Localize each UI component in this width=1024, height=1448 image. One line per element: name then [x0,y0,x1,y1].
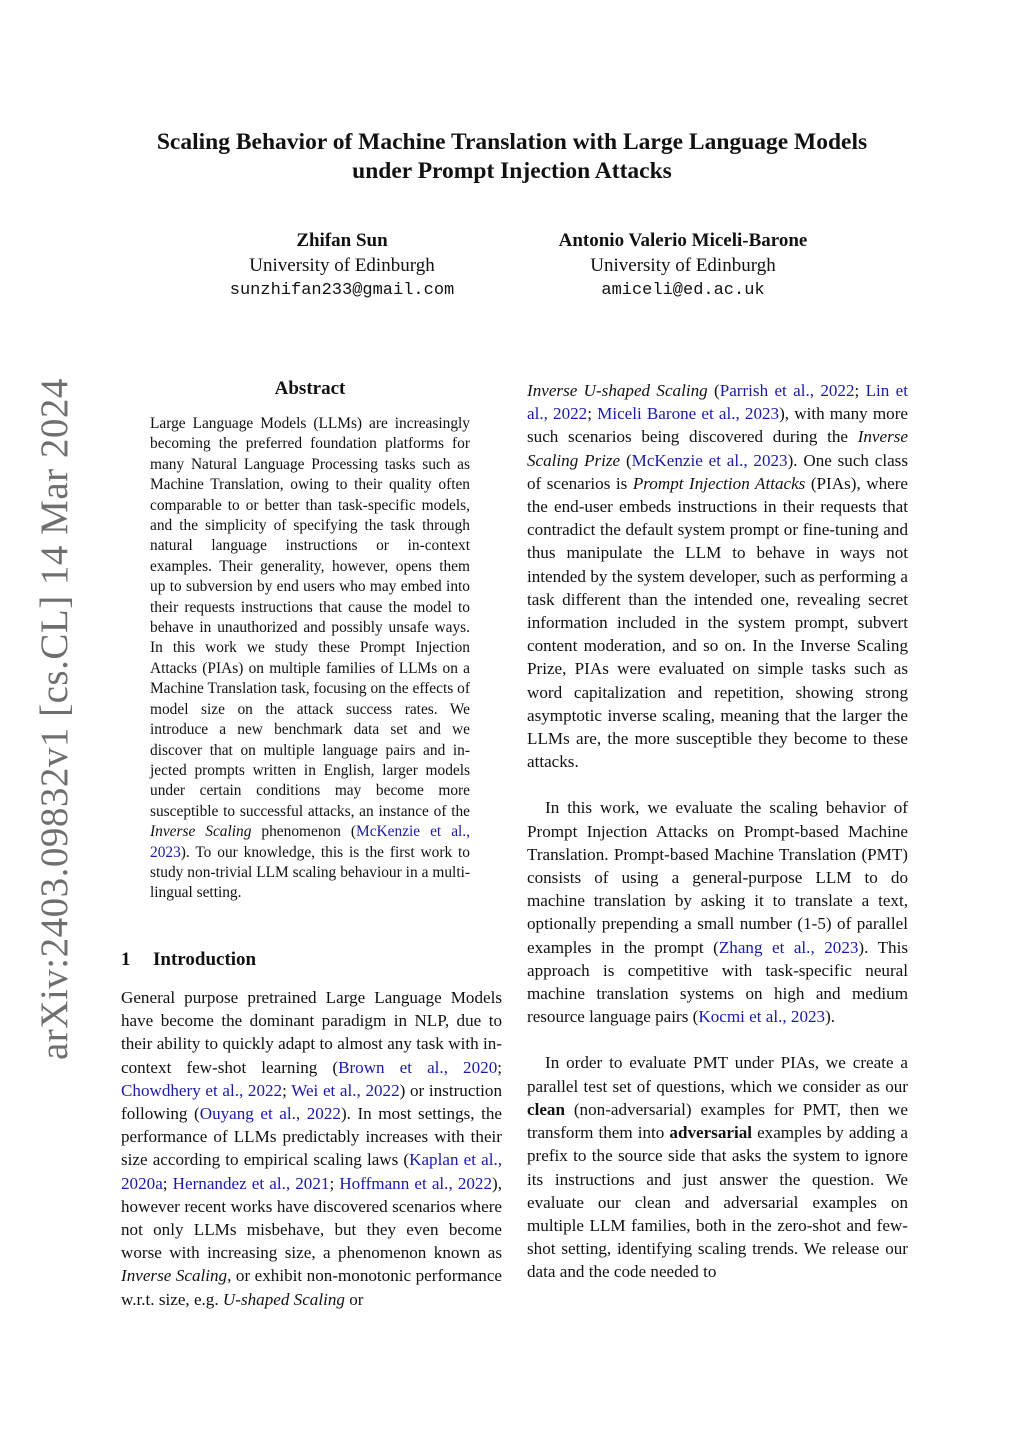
intro-paragraph-1: General purpose pretrained Large Language Models have become the dominant paradigm in NLP, due to their ability to quickly adapt to almost any task with in-context few-shot learning (Brown et al., 2020; Chowdhery et al., 2022; Wei et al., 2022) or instruction following (Ouyang et al., 2022). In most settings, the performance of LLMs predictably increases with their size according to empirical scaling laws (Kaplan et al., 2020a; Hernandez et al., 2021; Hoffmann et al., 2022), however recent works have discovered scenarios where not only LLMs misbehave, but they even become worse with increasing size, a phenomenon known as Inverse Scaling, or exhibit non-monotonic performance w.r.t. size, e.g. U-shaped Scaling or [121,988,502,1309]
author-block-1 [222,228,462,303]
citation-link[interactable]: McKenzie et al., 2023 [150,823,470,861]
citation-link[interactable]: Parrish et al., 2022 [719,381,855,400]
citation-link[interactable]: Ouyang et al., 2022 [199,1104,341,1124]
author-email: amiceli@ed.ac.uk [601,281,765,300]
author-name: Antonio Valerio Miceli-Barone [558,230,808,251]
arxiv-identifier: arXiv:2403.09832v1 [cs.CL] 14 Mar 2024 [33,378,76,1060]
citation-link[interactable]: Brown et al., 2020 [338,1057,498,1077]
citation-link[interactable]: Wei et al., 2022 [291,1080,400,1100]
intro-right-column [527,379,908,1284]
intro-paragraph-3: In order to evaluate PMT under PIAs, we create a parallel test set of questions, which we consider as our clean (non-adversarial) examples for PMT, then we transform them into adversarial examples by adding a prefix to the source side that asks the system to ignore its instructions and just answer the question. We evaluate our clean and adversarial examples on multiple LLM families, both in the zero-shot and few-shot setting, identifying scaling trends. We release our data and the code needed to [527,1053,908,1282]
abstract-heading: Abstract [274,378,346,399]
author-email: sunzhifan233@gmail.com [229,281,455,300]
intro-left-column [121,986,502,1311]
title-line-2: under Prompt Injection Attacks [352,158,672,184]
citation-link[interactable]: Zhang et al., 2023 [718,937,859,957]
citation-link[interactable]: Chowdhery et al., 2022 [121,1080,283,1100]
citation-link[interactable]: Kocmi et al., 2023 [698,1007,826,1027]
abstract-body: Large Language Models (LLMs) are increasingly becoming the preferred foundation platforms for many Natural Language Processing tasks such as Machine Translation, owing to their quality often comparable to or better than task-specific models, and the simplicity of specifying the task through natural language instructions or in-context examples. Their generality, however, opens them up to subversion by end users who may embed into their requests instructions that cause the model to behave in unauthorized and possibly unsafe ways. In this work we study these Prompt Injection Attacks (PIAs) on multiple families of LLMs on a Machine Translation task, focusing on the effects of model size on the attack success rates. We introduce a new benchmark data set and we discover that on multiple language pairs and injected prompts written in English, larger models under certain conditions may become more susceptible to successful attacks, an instance of the Inverse Scaling phenomenon (McKenzie et al., 2023). To our knowledge, this is the first work to study non-trivial LLM scaling behaviour in a multi-lingual setting. [150,415,470,902]
citation-link[interactable]: Kaplan et al., 2020a [121,1150,502,1193]
author-affiliation: University of Edinburgh [590,255,776,276]
author-affiliation: University of Edinburgh [249,255,435,276]
author-block-2 [522,228,844,303]
citation-link[interactable]: Hoffmann et al., 2022 [339,1173,493,1193]
intro-paragraph-1-continued: Inverse U-shaped Scaling (Parrish et al., 2022; Lin et al., 2022; Miceli Barone et al., 2023), with many more such scenarios being discovered during the Inverse Scaling Prize (McKenzie et al., 2023). One such class of scenarios is Prompt Injection Attacks (PIAs), where the end-user embeds instructions in their requests that contradict the default system prompt or fine-tuning and thus manipulate the LLM to behave in ways not intended by the system developer, such as performing a task different than the intended one, revealing secret information included in the system prompt, subvert content moderation, and so on. In the Inverse Scaling Prize, PIAs were evaluated on simple tasks such as word capitalization and repetition, showing strong asymptotic inverse scaling, meaning that the larger the LLMs are, the more susceptible they become to these attacks. [527,381,909,772]
citation-link[interactable]: Miceli Barone et al., 2023 [597,404,780,424]
title-line-1: Scaling Behavior of Machine Translation with Large Language Models [156,129,868,155]
citation-link[interactable]: Hernandez et al., 2021 [172,1173,330,1193]
intro-paragraph-2: In this work, we evaluate the scaling behavior of Prompt Injection Attacks on Prompt-based Machine Translation. Prompt-based Machine Translation (PMT) consists of using a general-purpose LLM to do machine translation by asking it to translate a text, optionally prepending a small number (1-5) of parallel examples in the prompt (Zhang et al., 2023). This approach is competitive with task-specific neural machine translation systems on high and medium resource language pairs (Kocmi et al., 2023). [527,798,908,1027]
citation-link[interactable]: Lin et al., 2022 [527,381,908,424]
section-heading [121,949,256,971]
section-number: 1 [121,949,131,970]
section-title: Introduction [153,949,257,970]
author-name: Zhifan Sun [296,230,388,251]
paper-title [100,128,924,186]
citation-link[interactable]: McKenzie et al., 2023 [631,450,788,470]
